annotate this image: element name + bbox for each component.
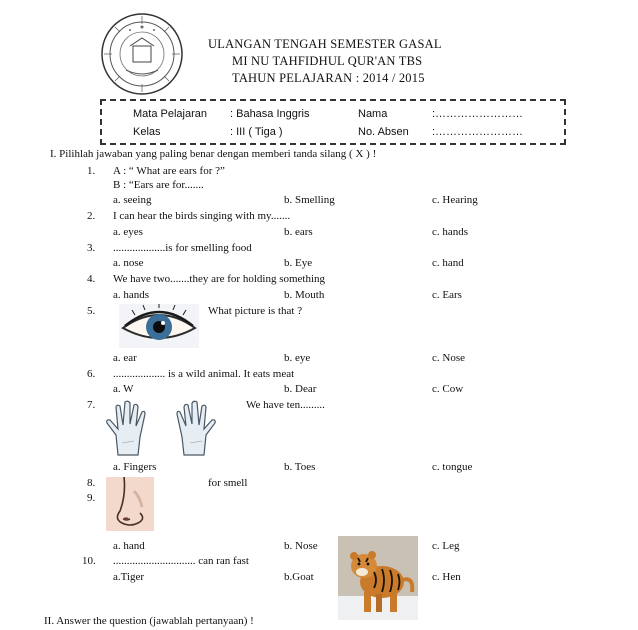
option-a[interactable]: a. ear [113,352,137,364]
option-b[interactable]: b. Toes [284,461,316,473]
question-number: 4. [87,273,96,285]
option-c[interactable]: c. tongue [432,461,473,473]
section-1-instruction: I. Pilihlah jawaban yang paling benar dengan memberi tanda silang ( X ) ! [50,148,377,160]
question-text-line-2: B : “Ears are for....... [113,179,204,191]
name-label: Nama [358,108,388,120]
question-text: for smell [208,477,248,489]
question-number: 9. [87,492,96,504]
question-text: We have ten......... [246,399,325,411]
option-c[interactable]: c. hand [432,257,464,269]
question-text: .............................. can ran fast [113,555,249,567]
option-b[interactable]: b. eye [284,352,311,364]
option-c[interactable]: c. Ears [432,289,462,301]
option-c[interactable]: c. hands [432,226,469,238]
class-label: Kelas [133,126,161,138]
option-a[interactable]: a. hand [113,540,145,552]
question-number: 1. [87,165,96,177]
question-text: ...................is for smelling food [113,242,252,254]
option-c[interactable]: c. Nose [432,352,465,364]
question-number: 7. [87,399,96,411]
question-number: 5. [87,305,96,317]
subject-label: Mata Pelajaran [133,108,207,120]
option-c[interactable]: c. Hearing [432,194,478,206]
question-number: 6. [87,368,96,380]
option-a[interactable]: a. W [113,383,134,395]
question-number: 10. [82,555,96,567]
academic-year: TAHUN PELAJARAN : 2014 / 2015 [232,71,425,85]
option-c[interactable]: c. Hen [432,571,461,583]
eye-picture [119,304,199,348]
section-2-instruction: II. Answer the question (jawablah pertanyaan) ! [44,615,254,627]
question-text: We have two.......they are for holding something [113,273,326,285]
option-c[interactable]: c. Cow [432,383,464,395]
nose-picture [106,477,154,531]
option-b[interactable]: b. Dear [284,383,317,395]
exam-title: ULANGAN TENGAH SEMESTER GASAL [208,37,442,51]
option-a[interactable]: a. eyes [113,226,143,238]
question-text: ................... is a wild animal. It eats meat [113,368,295,380]
question-text: I can hear the birds singing with my....... [113,210,291,222]
name-field[interactable]: :…………………… [432,108,524,120]
school-logo [100,12,184,96]
option-b[interactable]: b.Goat [284,571,314,583]
option-b[interactable]: b. Smelling [284,194,335,206]
option-a[interactable]: a. nose [113,257,144,269]
option-a[interactable]: a. Fingers [113,461,157,473]
option-c[interactable]: c. Leg [432,540,460,552]
question-number: 3. [87,242,96,254]
tiger-picture [338,536,418,620]
option-a[interactable]: a. seeing [113,194,152,206]
identity-box [100,99,566,145]
class-value: : III ( Tiga ) [230,126,283,138]
subject-value: : Bahasa Inggris [230,108,310,120]
option-a[interactable]: a. hands [113,289,150,301]
absen-label: No. Absen [358,126,409,138]
option-b[interactable]: b. Eye [284,257,313,269]
absen-field[interactable]: :…………………… [432,126,524,138]
question-number: 2. [87,210,96,222]
question-number: 8. [87,477,96,489]
option-a[interactable]: a.Tiger [113,571,145,583]
option-b[interactable]: b. Nose [284,540,318,552]
school-name: MI NU TAHFIDHUL QUR'AN TBS [232,54,423,68]
question-text: What picture is that ? [208,305,303,317]
hands-picture [104,399,222,457]
question-text: A : “ What are ears for ?” [113,165,225,177]
option-b[interactable]: b. Mouth [284,289,325,301]
option-b[interactable]: b. ears [284,226,313,238]
